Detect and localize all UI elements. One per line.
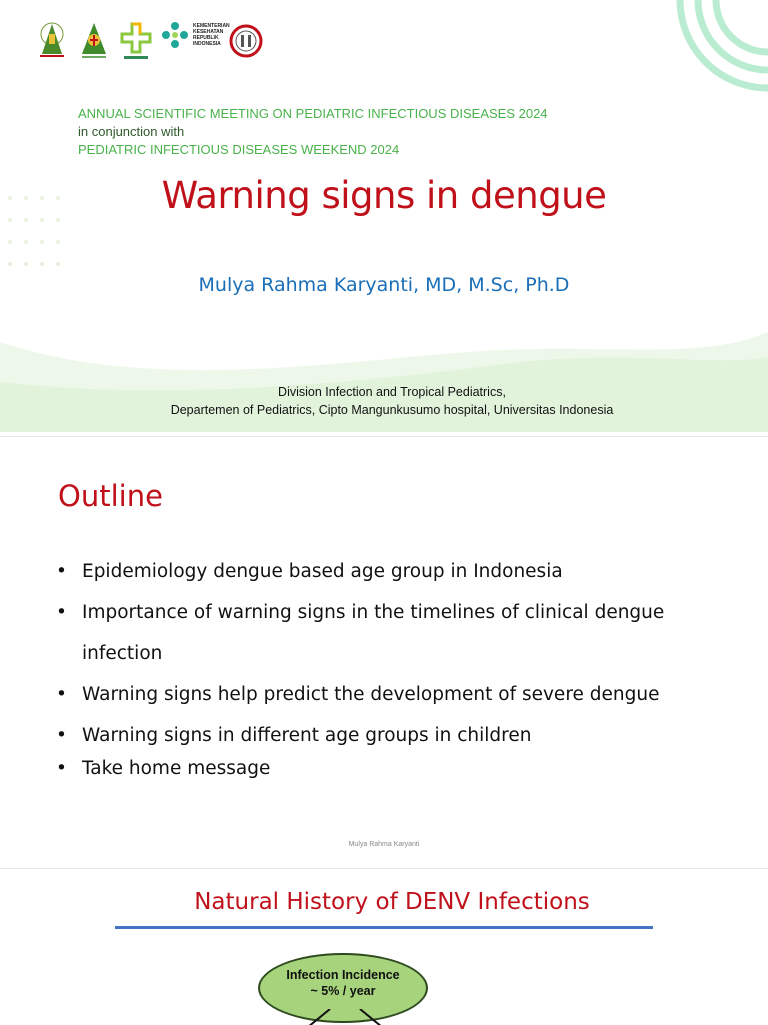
outline-item-text: • Warning signs help predict the development of severe dengue (82, 684, 660, 705)
conference-conjunction: in conjunction with (78, 124, 185, 139)
bakti-husada-icon (118, 20, 154, 62)
kemenkes-caption: KEMENTERIAN KESEHATAN REPUBLIK INDONESIA (193, 23, 230, 47)
decorative-arcs-icon (658, 0, 768, 95)
outline-item-text: • Epidemiology dengue based age group in Indonesia (82, 561, 563, 582)
branch-arrows-icon (290, 1009, 400, 1025)
kemenkes-icon (160, 20, 190, 50)
slide-title: Warning signs in dengue (161, 174, 607, 217)
natural-history-slide (0, 868, 768, 1025)
outline-item (56, 725, 716, 746)
conference-subtitle: PEDIATRIC INFECTIOUS DISEASES WEEKEND 2024 (78, 142, 400, 157)
outline-item (56, 561, 716, 582)
outline-title: Outline (58, 479, 163, 513)
natural-history-title: Natural History of DENV Infections (194, 889, 590, 915)
node-label: Infection Incidence (286, 968, 400, 982)
author-name: Mulya Rahma Karyanti, MD, M.Sc, Ph.D (198, 274, 570, 296)
conference-title: ANNUAL SCIENTIFIC MEETING ON PEDIATRIC INFECTIOUS DISEASES 2024 (78, 106, 548, 121)
outline-item-text: • Take home message (82, 758, 271, 779)
affiliation (0, 383, 768, 419)
outline-item (56, 602, 716, 664)
conference-info (78, 105, 548, 159)
hospital-emblem-icon (76, 20, 112, 62)
title-underline (115, 926, 653, 929)
outline-item (56, 684, 716, 705)
slide-footer: Mulya Rahma Karyanti (348, 841, 420, 848)
outline-slide (0, 436, 768, 865)
kemenkes-logo (160, 20, 230, 50)
node-value: ~ 5% / year (310, 984, 376, 998)
outline-item (56, 758, 716, 779)
university-emblem-icon (34, 20, 70, 62)
outline-item-text: • Importance of warning signs in the timelines of clinical dengue (82, 602, 665, 623)
affiliation-department: Departemen of Pediatrics, Cipto Mangunkusumo hospital, Universitas Indonesia (170, 403, 614, 417)
title-slide (0, 0, 768, 432)
affiliation-division: Division Infection and Tropical Pediatrics, (278, 385, 506, 399)
sponsor-logos (34, 20, 263, 62)
outline-list (56, 561, 716, 779)
outline-item-text: infection (82, 643, 163, 664)
idai-icon (229, 24, 263, 58)
outline-item-text: • Warning signs in different age groups in children (82, 725, 532, 746)
